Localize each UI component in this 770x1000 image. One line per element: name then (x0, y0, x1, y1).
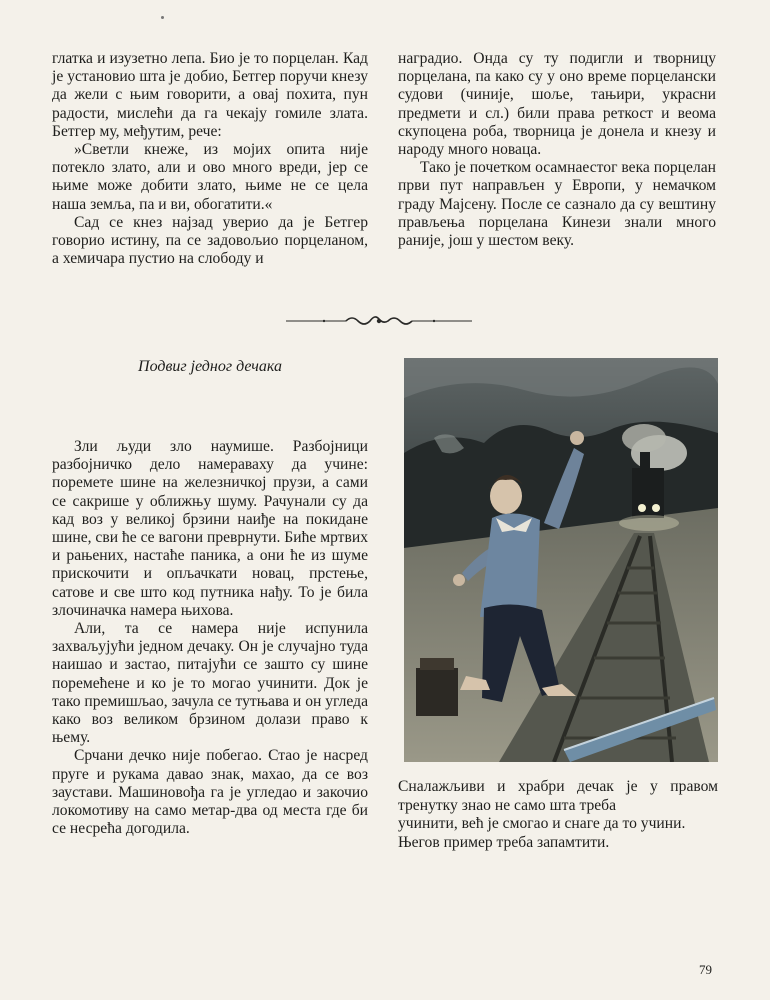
paragraph: Али, та се намера није испунила захваљујући једном дечаку. Он је случајно туда наишао и застао, питајући се зашто су шине поремећене и ко је то могао учинити. Док је тако премишљао, зачула се тутњава и он угледа како воз великом брзином долази право к њему. (52, 620, 368, 747)
paragraph: Сад се кнез најзад уверио да је Бетгер говорио истину, па се задовољио порцеланом, а хемичара пустио на слободу и (52, 213, 368, 268)
top-left-column (52, 50, 368, 268)
caption-line: учинити, већ је смогао и снаге да то учини. (398, 815, 686, 833)
page-speck (161, 16, 164, 19)
caption-line: Сналажљиви и храбри дечак је у правом тренутку знао не само шта треба (398, 778, 718, 814)
page-number: 79 (699, 962, 712, 977)
paragraph: наградио. Онда су ту подигли и творницу порцелана, па како су у оно време порцелански судови (чиније, шоље, тањири, украсни предмети и сл.) били права реткост и веома скупоцена роба, творница је донела и кнезу и народу много новаца. (398, 50, 716, 159)
boy-stopping-train-illustration (404, 358, 718, 762)
paragraph: Зли људи зло наумише. Разбојници разбојничко дело намераваху да учине: поремете шине на железничкој прузи, а сами се сакрише у оближњу шуму. Рачунали су да кад воз у великој брзини наиђе на покидане шине, сви ће се вагони преврнути. Биће мртвих и рањених, настаће паника, а они ће из шуме прискочити и опљачкати новац, прстење, сатове и све што код путника нађу. То је била злочиначка намера њихова. (52, 438, 368, 619)
story-column (52, 438, 368, 838)
illustration-caption (398, 778, 718, 852)
paragraph: глатка и изузетно лепа. Био је то порцелан. Кад је установио шта је добио, Бетгер поручи кнезу да жели с њим говорити, а овај похита, пун радости, мислећи да га чекају гомиле злата. Бетгер му, међутим, рече: (52, 50, 368, 140)
paragraph: »Светли кнеже, из мојих опита није потекло злато, али и ово много вреди, јер се њиме може добити злато, њиме не се цела наша земља, па и ви, обогатити.« (52, 141, 368, 213)
paragraph: Тако је почетком осамнаестог века порцелан први пут направљен у Европи, у немачком граду Мајсену. После се сазнало да су вештину прављења порцелана Кинези знали много раније, још у шестом веку. (398, 159, 716, 250)
paragraph: Срчани дечко није побегао. Стао је насред пруге и рукама давао знак, махао, да се воз заустави. Машиновођа га је угледао и закочио локомотиву на само метар-два од места где би се несрећа догодила. (52, 747, 368, 838)
story-title: Подвиг једног дечака (138, 358, 282, 375)
section-divider-ornament (284, 312, 474, 330)
top-right-column (398, 50, 716, 250)
caption-line: Његов пример треба запамтити. (398, 833, 610, 851)
